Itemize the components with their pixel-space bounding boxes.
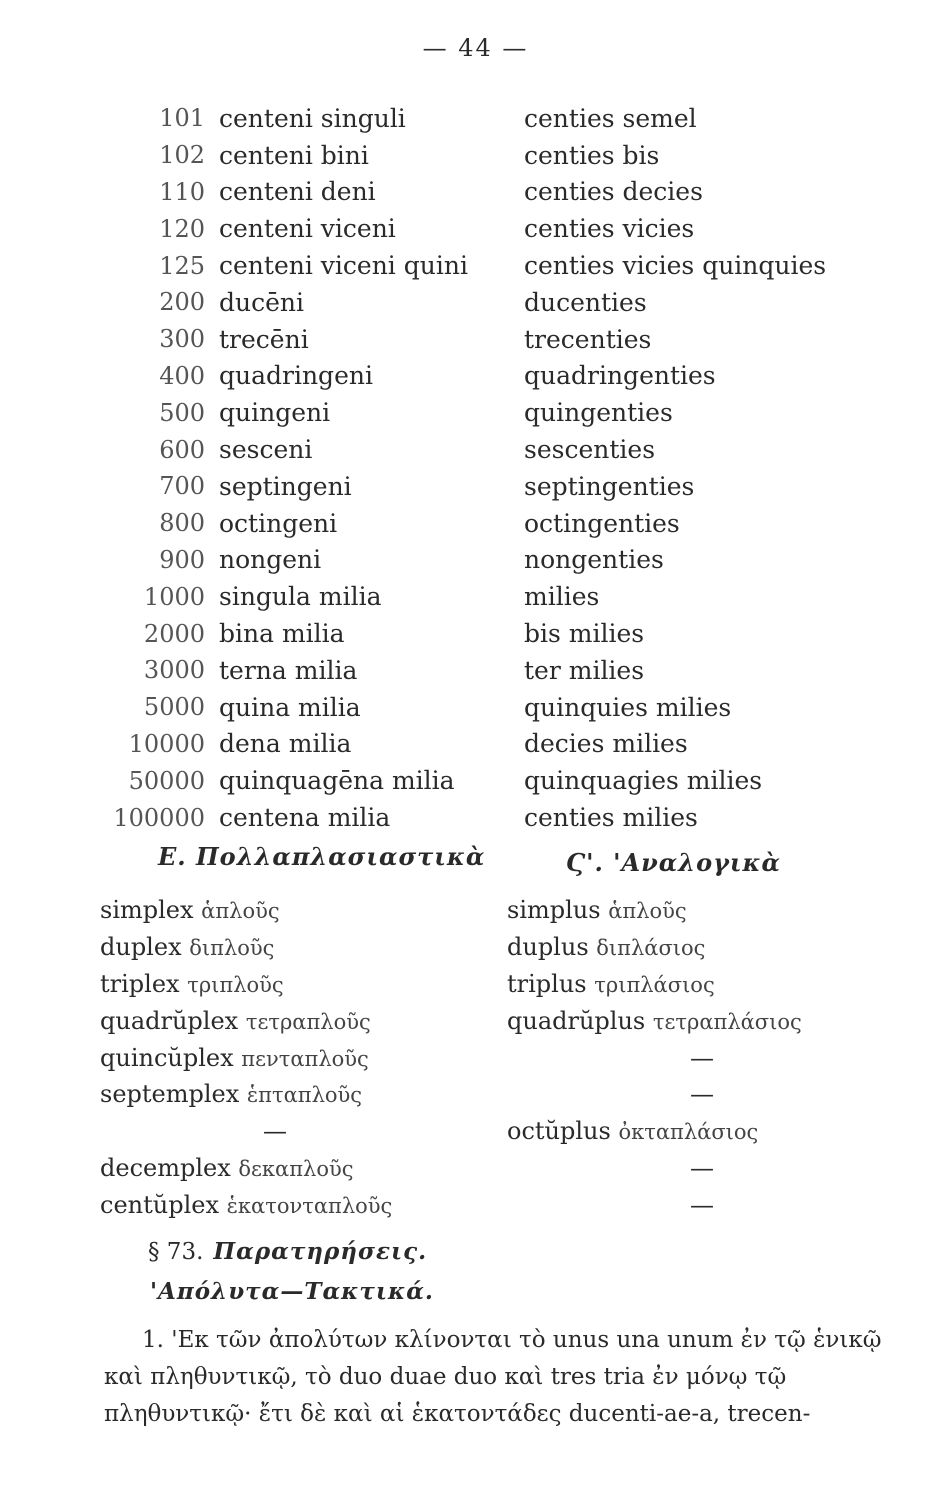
table-row [90,689,890,726]
greek-word: ἁπλοῦς [201,899,280,924]
adverb-form: septingenties [524,471,695,501]
table-row [90,174,890,211]
distributive-form: trecēni [219,324,309,354]
table-row [90,505,890,542]
table-row [90,652,890,689]
greek-word: ἁπλοῦς [608,899,687,924]
latin-word: simplex [100,896,194,925]
proportional-cell [507,1191,860,1219]
table-row [100,929,860,966]
latin-word: quadrŭplus [507,1006,646,1035]
adverb-form: centies vicies [524,214,695,244]
proportional-cell [507,1154,860,1182]
table-row [100,892,860,929]
adverb-form: centies bis [524,140,660,170]
greek-word: τετραπλοῦς [245,1009,371,1034]
greek-word: πενταπλοῦς [241,1046,369,1071]
numeral-value: 200 [159,288,205,317]
multiplicative-cell [100,896,507,924]
table-row [90,615,890,652]
table-row [90,358,890,395]
adverb-form: centies decies [524,177,703,207]
table-row [90,210,890,247]
multiplicative-cell [100,1191,507,1219]
adverb-form: centies vicies quinquies [524,251,827,281]
distributive-form: centena milia [219,803,391,833]
proportional-cell [507,1007,860,1035]
body-paragraph: 1. 'Εκ τῶν ἀπολύτων κλίνονται τὸ unus una unum ἐν τῷ ἑνικῷ καὶ πληθυντικῷ, τὸ duo duae duo καὶ tres tria ἐν μόνῳ τῷ πληθυντικῷ· ἔτι δὲ καὶ αἱ ἑκατοντάδες ducenti-ae-a, trecen- [104,1327,882,1427]
adverb-form: centies semel [524,103,697,133]
multiplicative-cell [100,970,507,998]
table-row [100,1150,860,1187]
proportional-cell [507,896,860,924]
distributive-form: octingeni [219,508,338,538]
subheading: 'Απόλυτα—Τακτικά. [150,1278,434,1305]
adverb-form: quadringenties [524,361,716,391]
table-row [100,1002,860,1039]
table-row [90,468,890,505]
latin-word: simplus [507,896,601,925]
latin-word: quadrŭplex [100,1006,239,1035]
greek-word: δεκαπλοῦς [238,1156,354,1181]
distributive-form: dena milia [219,729,352,759]
multiplicative-cell [100,1007,507,1035]
adverb-form: quingenties [524,398,673,428]
distributive-form: centeni viceni [219,214,396,244]
greek-word: τετραπλάσιος [652,1009,802,1034]
latin-word: duplex [100,933,182,962]
multiplicative-cell [100,1154,507,1182]
empty-dash: — [690,1043,714,1072]
numeral-value: 110 [159,177,205,206]
section-title: Παρατηρήσεις. [213,1238,428,1265]
numeral-value: 3000 [143,656,205,685]
distributive-form: quinquagēna milia [219,766,455,796]
adverb-form: trecenties [524,324,652,354]
latin-word: triplex [100,969,180,998]
latin-word: septemplex [100,1080,240,1109]
adverb-form: sescenties [524,435,656,465]
numeral-value: 800 [159,509,205,538]
table-row [90,100,890,137]
numeral-value: 100000 [113,803,205,832]
table-row [90,431,890,468]
section-heading [148,1238,427,1265]
empty-dash: — [263,1117,287,1146]
page-number: — 44 — [422,34,529,62]
adverb-form: milies [524,582,600,612]
table-row [90,799,890,836]
numeral-value: 5000 [143,693,205,722]
greek-word: ἑκατονταπλοῦς [226,1193,393,1218]
distributive-form: quina milia [219,692,361,722]
numeral-value: 125 [159,251,205,280]
greek-word: ἑπταπλοῦς [246,1083,363,1108]
table-row [90,578,890,615]
distributive-form: sesceni [219,435,313,465]
proportional-cell [507,1080,860,1108]
greek-word: τριπλάσιος [594,972,715,997]
numeral-value: 101 [159,104,205,133]
distributive-form: singula milia [219,582,382,612]
adverb-form: octingenties [524,508,680,538]
empty-dash: — [690,1190,714,1219]
proportional-cell [507,933,860,961]
numeral-value: 120 [159,214,205,243]
adverb-form: ducenties [524,287,647,317]
table-row [90,542,890,579]
table-row [100,1186,860,1223]
proportional-cell [507,1117,860,1145]
distributive-form: ducēni [219,287,304,317]
distributive-form: centeni singuli [219,103,406,133]
table-row [90,762,890,799]
adverb-form: ter milies [524,655,645,685]
distributive-form: centeni deni [219,177,376,207]
adverb-form: quinquagies milies [524,766,763,796]
greek-word: ὀκταπλάσιος [618,1120,759,1145]
section-number: § 73. [148,1239,204,1265]
numeral-value: 700 [159,472,205,501]
table-row [100,966,860,1003]
distributive-form: quingeni [219,398,331,428]
multiplicative-cell [100,1044,507,1072]
distributive-form: nongeni [219,545,322,575]
table-row [90,394,890,431]
distributive-form: terna milia [219,655,358,685]
proportional-cell [507,1044,860,1072]
proportionals-heading: Ϛ'. 'Αναλογικὰ [566,848,781,877]
numeral-value: 500 [159,398,205,427]
table-row [90,726,890,763]
table-row [100,1113,860,1150]
empty-dash: — [690,1153,714,1182]
latin-word: octŭplus [507,1117,611,1146]
numeral-value: 50000 [128,766,205,795]
numeral-value: 10000 [128,729,205,758]
adverb-form: centies milies [524,803,698,833]
adverb-form: bis milies [524,619,645,649]
adverb-form: nongenties [524,545,664,575]
greek-word: διπλάσιος [596,936,706,961]
table-row [100,1039,860,1076]
multiplicatives-heading: Ε. Πολλαπλασιαστικὰ [158,842,486,871]
latin-word: duplus [507,933,589,962]
numeral-value: 102 [159,141,205,170]
multiplicative-cell [100,1117,507,1145]
greek-word: τριπλοῦς [187,972,284,997]
numeral-value: 2000 [143,619,205,648]
multiplicative-cell [100,1080,507,1108]
adverb-form: quinquies milies [524,692,732,722]
latin-word: quincŭplex [100,1043,234,1072]
multiplicative-cell [100,933,507,961]
distributive-form: septingeni [219,471,352,501]
greek-word: διπλοῦς [189,936,275,961]
table-row [90,321,890,358]
latin-word: triplus [507,969,587,998]
distributive-form: centeni viceni quini [219,251,468,281]
numeral-value: 400 [159,361,205,390]
numeral-value: 900 [159,545,205,574]
latin-word: centŭplex [100,1190,219,1219]
table-row [90,137,890,174]
proportional-cell [507,970,860,998]
numeral-value: 1000 [143,582,205,611]
numeral-value: 600 [159,435,205,464]
table-row [90,247,890,284]
latin-word: decemplex [100,1153,231,1182]
numerals-table [90,100,890,836]
distributive-form: centeni bini [219,140,369,170]
adverb-form: decies milies [524,729,688,759]
table-row [100,1076,860,1113]
table-row [90,284,890,321]
empty-dash: — [690,1080,714,1109]
distributive-form: bina milia [219,619,345,649]
distributive-form: quadringeni [219,361,373,391]
multiplicatives-table [100,892,860,1223]
numeral-value: 300 [159,325,205,354]
